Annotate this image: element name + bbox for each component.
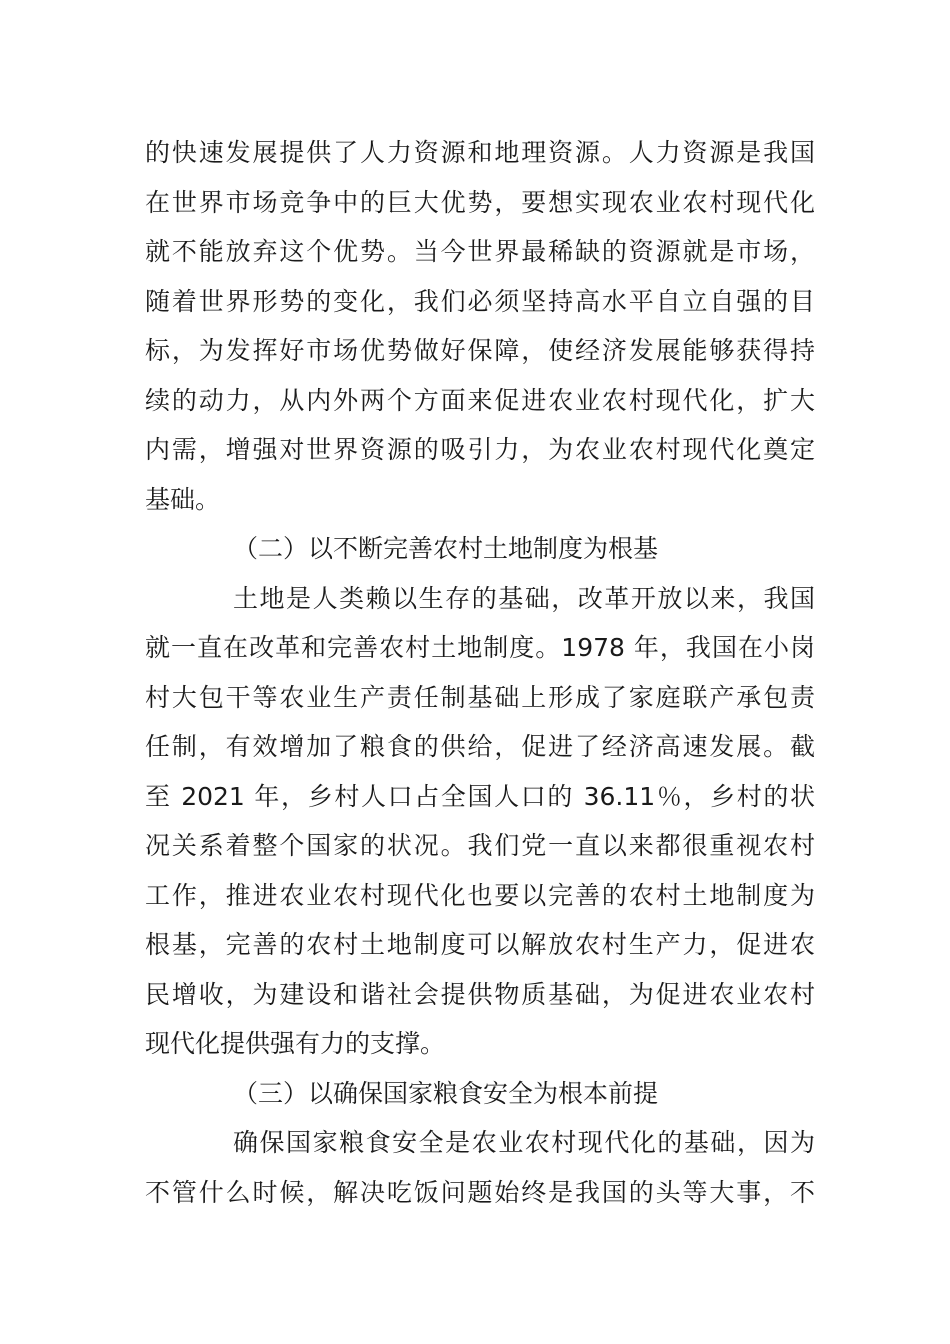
paragraph-line: 内需，增强对世界资源的吸引力，为农业农村现代化奠定 xyxy=(145,435,815,464)
paragraph-line: 民增收，为建设和谐社会提供物质基础，为促进农业农村 xyxy=(145,979,815,1009)
document-body xyxy=(145,128,815,1217)
section-heading-line: （三）以确保国家粮食安全为根本前提 xyxy=(233,1078,659,1108)
paragraph-line: 确保国家粮食安全是农业农村现代化的基础，因为 xyxy=(233,1128,815,1157)
paragraph-line: 标，为发挥好市场优势做好保障，使经济发展能够获得持 xyxy=(145,336,815,365)
paragraph-line: 根基，完善的农村土地制度可以解放农村生产力，促进农 xyxy=(145,930,815,959)
paragraph-line: 工作，推进农业农村现代化也要以完善的农村土地制度为 xyxy=(145,880,815,910)
paragraph-line: 村大包干等农业生产责任制基础上形成了家庭联产承包责 xyxy=(145,682,815,712)
paragraph-line: 续的动力，从内外两个方面来促进农业农村现代化，扩大 xyxy=(145,385,815,415)
paragraph-line: 现代化提供强有力的支撑。 xyxy=(145,1029,446,1058)
paragraph-line: 就一直在改革和完善农村土地制度。1978 年，我国在小岗 xyxy=(145,633,815,662)
paragraph-line: 就不能放弃这个优势。当今世界最稀缺的资源就是市场， xyxy=(145,237,815,266)
paragraph-line: 在世界市场竞争中的巨大优势，要想实现农业农村现代化 xyxy=(145,187,815,217)
paragraph-line: 不管什么时候，解决吃饭问题始终是我国的头等大事，不 xyxy=(145,1177,815,1207)
paragraph-line: 土地是人类赖以生存的基础，改革开放以来，我国 xyxy=(233,583,815,613)
paragraph-line: 况关系着整个国家的状况。我们党一直以来都很重视农村 xyxy=(145,831,815,860)
paragraph-line: 的快速发展提供了人力资源和地理资源。人力资源是我国 xyxy=(145,138,815,167)
paragraph-line: 至 2021 年，乡村人口占全国人口的 36.11％，乡村的状 xyxy=(145,781,815,811)
section-heading-line: （二）以不断完善农村土地制度为根基 xyxy=(233,534,659,563)
paragraph-line: 任制，有效增加了粮食的供给，促进了经济高速发展。截 xyxy=(145,732,815,761)
paragraph-line: 基础。 xyxy=(145,484,221,514)
paragraph-line: 随着世界形势的变化，我们必须坚持高水平自立自强的目 xyxy=(145,286,815,316)
